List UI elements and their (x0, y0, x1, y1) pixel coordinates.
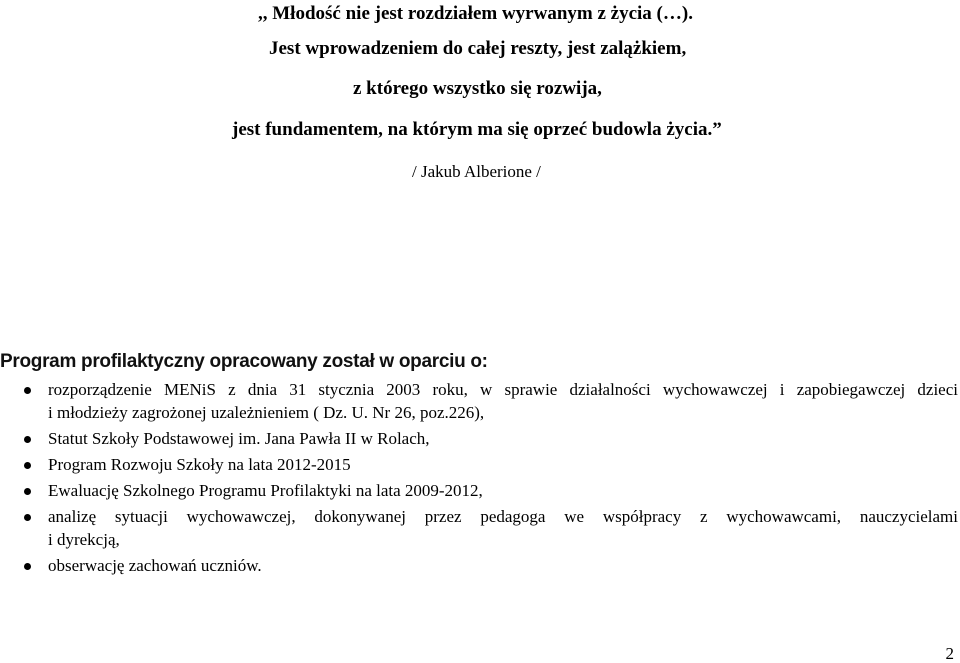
bullet-icon (24, 488, 31, 495)
list-item (0, 427, 960, 450)
bullet-icon (24, 563, 31, 570)
bullet-icon (24, 462, 31, 469)
bullet-icon (24, 514, 31, 521)
list-item-line-2: i młodzieży zagrożonej uzależnieniem ( Dz. U. Nr 26, poz.226), (48, 403, 485, 422)
list-item-line-2: i dyrekcją, (48, 530, 120, 549)
quote-line-1: ,, Młodość nie jest rozdziałem wyrwanym z życia (…). (258, 3, 693, 24)
quote-line-4: jest fundamentem, na którym ma się oprzeć budowla życia.” (232, 119, 722, 140)
quote-author: / Jakub Alberione / (412, 162, 541, 181)
quote-line-2: Jest wprowadzeniem do całej reszty, jest zalążkiem, (269, 38, 687, 59)
list-item-text: Ewaluację Szkolnego Programu Profilaktyki na lata 2009-2012, (48, 481, 483, 500)
list-item (0, 479, 960, 502)
program-intro-heading: Program profilaktyczny opracowany został w oparciu o: (0, 351, 488, 372)
bullet-icon (24, 387, 31, 394)
page-number: 2 (945, 644, 954, 663)
list-item-text: Program Rozwoju Szkoły na lata 2012-2015 (48, 455, 351, 474)
list-item-text: Statut Szkoły Podstawowej im. Jana Pawła II w Rolach, (48, 429, 430, 448)
list-item (0, 453, 960, 476)
list-item (0, 505, 960, 551)
list-item-line-1: rozporządzenie MENiS z dnia 31 stycznia 2003 roku, w sprawie działalności wychowawczej i zapobiegawczej dzieci (48, 380, 958, 399)
quote-line-3: z którego wszystko się rozwija, (353, 78, 602, 99)
list-item (0, 554, 960, 577)
bullet-icon (24, 436, 31, 443)
list-item-text: obserwację zachowań uczniów. (48, 556, 262, 575)
list-item (0, 378, 960, 424)
list-item-line-1: analizę sytuacji wychowawczej, dokonywanej przez pedagoga we współpracy z wychowawcami, nauczycielami (48, 507, 958, 526)
basis-list (0, 378, 960, 580)
